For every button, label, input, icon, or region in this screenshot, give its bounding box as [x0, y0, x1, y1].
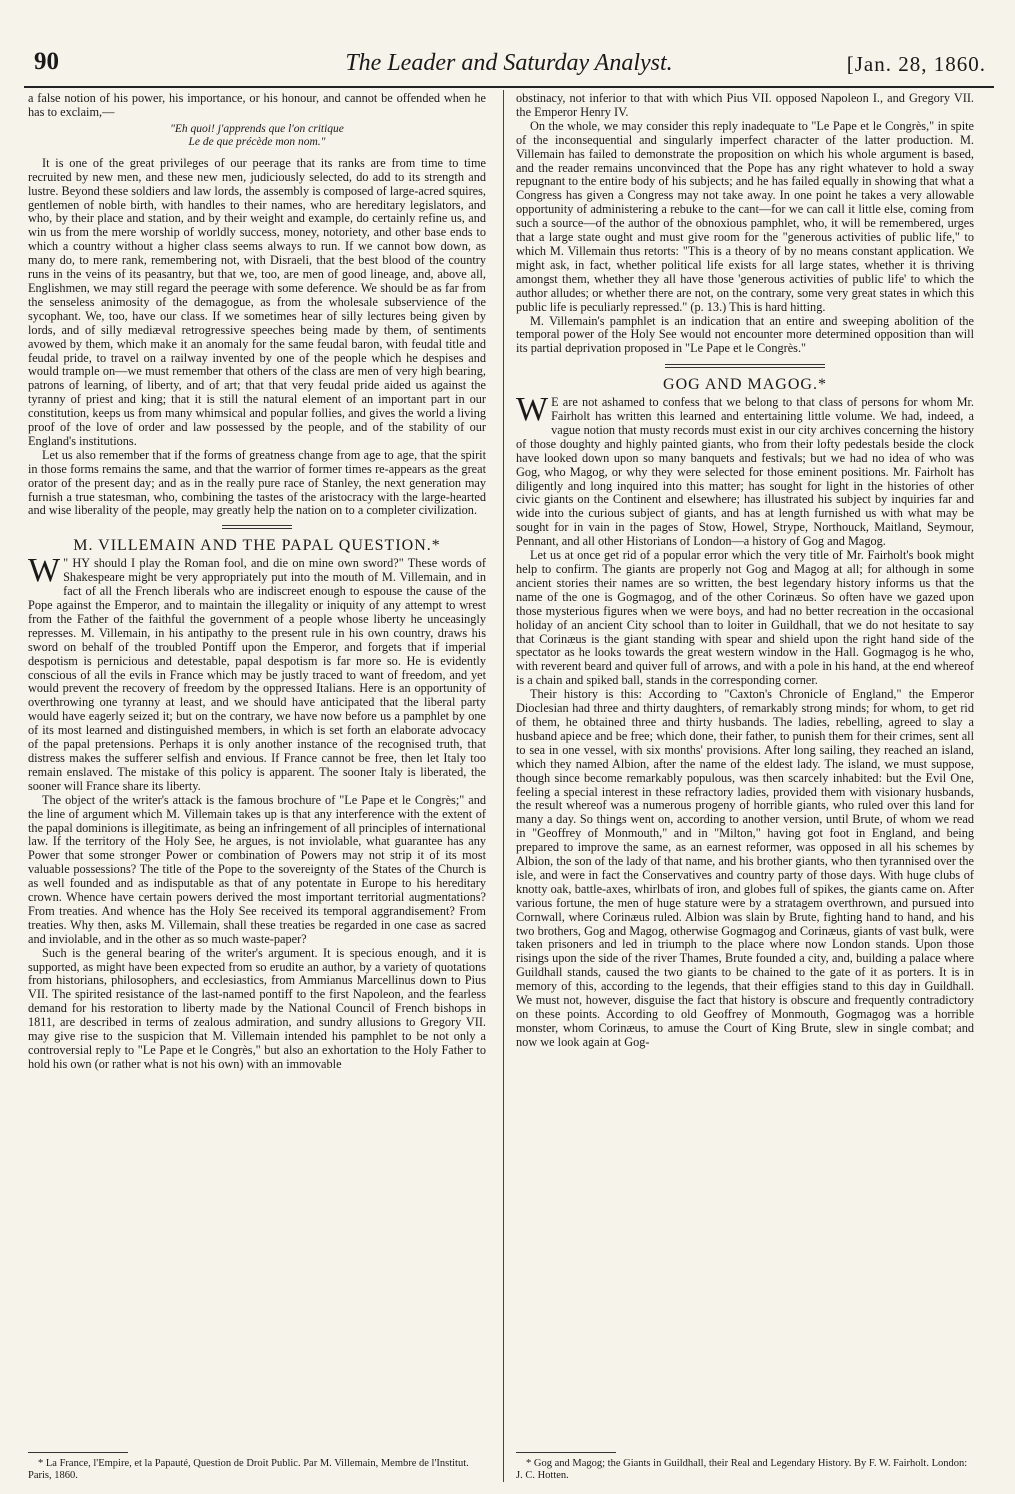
paragraph: a false notion of his power, his importance, or his honour, and cannot be offended when he has to exclaim,— [28, 92, 486, 119]
header-rule [24, 86, 994, 88]
issue-date: [Jan. 28, 1860. [846, 52, 986, 76]
footnote: * Gog and Magog; the Giants in Guildhall, their Real and Legendary History. By F. W. Fairholt. London: J. C. Hotten. [516, 1458, 968, 1481]
paragraph: M. Villemain's pamphlet is an indication that an entire and sweeping abolition of the temporal power of the Holy See would not encounter more determined opposition than will its partial deprivation proposed in "Le Pape et le Congrès." [516, 313, 974, 356]
paragraph: obstinacy, not inferior to that with which Pius VII. opposed Napoleon I., and Gregory VII. the Emperor Henry IV. [516, 92, 974, 119]
paragraph: Their history is this: According to "Caxton's Chronicle of England," the Emperor Dioclesian had three and thirty daughters, of remarkably strong minds; for whom, to get rid of them, he obtained three and thirty husbands. The ladies, rebelling, agreed to slay a husband apiece and be free; which done, their father, to punish them for their crimes, sent all to sea in one vessel, with six months' provisions. After long sailing, they reached an island, which they named Albion, after the name of the eldest lady. The island, we must suppose, though since become remarkably populous, was then scarcely inhabited: but the Evil One, feeling a special interest in these refractory ladies, provided them with visionary husbands, the result whereof was a numerous progeny of horrible giants, who ruled over this land for many a day. So things went on, according to another version, until Brute, of whom we read in "Geoffrey of Monmouth," and in "Milton," having got foot in England, and being prepared to improve the same, as an earnest reformer, was opposed in all his schemes by Albion, the son of the lady of that name, and his brother giants, who then tyrannised over the isle, and were in fact the Conservatives and country party of those days. With huge clubs of knotty oak, battle-axes, whirlbats of iron, and globes full of spikes, the giants came on. After various fortune, the men of huge stature were by a stratagem overthrown, and pursued into Cornwall, where Corinæus ruled. Albion was slain by Brute, fighting hand to hand, and his two brothers, Gog and Magog, otherwise Gogmagog and Corinæus, giants of vast bulk, were taken prisoners and led in triumph to the place where now London stands. Upon those risings upon the side of the river Thames, Brute founded a city, and, building a palace where Guildhall stands, caused the two giants to be chained to the gate of it as porters. It is in memory of this, according to the legends, that their effigies stand to this day in Guildhall. We must not, however, disguise the fact that history is obscure and frequently contradictory on these points. According to old Geoffrey of Monmouth, Gogmagog was a horrible monster, whom Corinæus, to amuse the Court of King Brute, slew in single combat; and now we look again at Gog- [516, 687, 974, 1049]
footnote: * La France, l'Empire, et la Papauté, Question de Droit Public. Par M. Villemain, Membre de l'Institut. Paris, 1860. [28, 1458, 469, 1481]
drop-cap: W [516, 391, 549, 429]
quote-line: "Eh quoi! j'apprends que l'on critique [170, 122, 344, 135]
drop-cap: W [28, 552, 61, 590]
page-header [24, 46, 994, 86]
left-column [28, 92, 486, 1450]
right-column [516, 92, 974, 1450]
article-heading: GOG AND MAGOG.* [663, 376, 827, 394]
paragraph: On the whole, we may consider this reply inadequate to "Le Pape et le Congrès," in spite of the inconsequential and singularly imperfect character of the latter production. M. Villemain has failed to demonstrate the proposition on which his whole argument is based, and the reader remains unconvinced that the Pope has any right whatever to hold a sway repugnant to the entire body of his subjects; and he has failed equally in showing that what a Congress has given a Congress may not take away. In one point he takes a very allowable opportunity of administering a rebuke to the cant—for we can call it little else, coming from such a source—of the author of the obnoxious pamphlet, who, it will be remembered, urges that a large state ought and must give room for the "generous activities of public life," to which M. Villemain thus retorts: "This is a theory of by no means constant application. We might ask, in fact, whether political life exists for all large states, whether it is thriving amongst them, whether they all have those 'generous activities of public life' to which the author alludes; or whether there are not, on the contrary, some very great states in which this public life is peculiarly repressed." (p. 13.) This is hard hitting. [516, 118, 974, 314]
paragraph-text: HY should I play the Roman fool, and die on mine own sword?" These words of Shakespeare might be very appropriately put into the mouth of M. Villemain, and in fact of all the French liberals who are indiscreet enough to espouse the cause of the Pope against the Emperor, and to maintain the illegality or iniquity of any attempt to wrest from the Father of the faithful the government of a people whose liberty he unceasingly represses. M. Villemain, in his antipathy to the present rule in his own country, draws his sword on behalf of the troubled Pontiff upon the Emperor, and forgets that if imperial despotism is pernicious and detestable, papal despotism is far more so. He is evidently conscious of all the evils in France which may be justly traced to want of freedom, and yet would prevent the recovery of freedom by the oppressed Italians. Here is an opportunity of overthrowing one tyranny at least, and we should have anticipated that the liberal party would have eagerly seized it; but on the contrary, we have now before us a pamphlet by one of its most learned and distinguished members, in which is set forth an elaborate advocacy of the papal pretensions. Perhaps it is only another instance of the recognised truth, that distress makes the sufferer selfish and envious. If France cannot be free, then let Italy too remain enslaved. The mistake of this policy is apparent. The sooner Italy is liberated, the sooner will France share its liberty. [28, 556, 486, 793]
paragraph: The object of the writer's attack is the famous brochure of "Le Pape et le Congrès;" and the line of argument which M. Villemain takes up is that any interference with the extent of the papal dominions is illegitimate, as being an infringement of all principles of international law. If the territory of the Holy See, he argues, is not inviolable, what guarantee has any Power that some stronger Power or combination of Powers may not strip it of its most valuable possessions? The title of the Pope to the sovereignty of the States of the Church is as well founded and as indisputable as that of any potentate in Europe to his hereditary crown. Whence have certain powers derived the most important territorial augmentations? From treaties. And whence has the Holy See received its temporal aggrandisement? From treaties. Why then, asks M. Villemain, shall these treaties be regarded in one case as sacred and inviolable, and in the other as so much waste-paper? [28, 792, 486, 946]
opening-quote-mark: " [63, 556, 69, 571]
paragraph: It is one of the great privileges of our peerage that its ranks are from time to time recruited by new men, and these new men, judiciously selected, do add to its strength and lustre. Beyond these soldiers and law lords, the assembly is composed of large-acred squires, gentlemen of noble birth, with handles to their names, who are hereditary legislators, and who, by their place and station, and by their weight and example, do certainly refine us, and win us from the mere worship of worldly success, money, notoriety, and other base ends to which a country without a higher class seems always to run. If we cannot bow down, as many do, to mere rank, remembering not, with Disraeli, that the best blood of the country runs in the veins of its peasantry, but that we, too, are men of good lineage, and, above all, Englishmen, we may still regard the peerage with some deference. We should be as far from the senseless animosity of the demagogue, as from the wholesale subservience of the sycophant. We, too, have our class. If we sometimes hear of silly lectures being given by lords, and of silly mediæval retrogressive speeches being made by them, of sentiments avowed by them, which make it an anomaly for the same feudal baron, with feudal title and feudal pride, to travel on a railway invented by one of the people which he despises and would trample on—we must remember that others of the class are men of very high bearing, patrons of learning, of liberty, and of art; that that very feudal pride aided us against the tyranny of priest and king; that it is still the natural element of an important part in our constitution, keeps us from many whimsical and popular follies, and gives the world a living proof of the love of order and law possessed by the people, and of the stability of our England's institutions. [28, 155, 486, 448]
paragraph: Let us at once get rid of a popular error which the very title of Mr. Fairholt's book might help to confirm. The giants are properly not Gog and Magog at all; for although in some ancient stories their names are so written, the best legendary history informs us that the name of the one is Gogmagog, and of the other Corinæus. So often have we gazed upon those mysterious figures when we were boys, and had no better recreation in the occasional holiday of an ancient City school than to loiter in Guildhall, that we do not hesitate to say that Corinæus is the giant standing with spear and shield upon the right hand side of the spectator as he looks towards the great western window in the Hall. Gogmagog is he who, with reverent beard and quiver full of arrows, and with a pole in his hand, at the end whereof is a chain and spiked ball, stands in the corresponding corner. [516, 548, 974, 688]
paragraph: Such is the general bearing of the writer's argument. It is specious enough, and it is supported, as might have been expected from so erudite an author, by a variety of quotations from historians, philosophers, and ecclesiastics, from Ammianus Marcellinus down to Pius VII. The spirited resistance of the last-named pontiff to the first Napoleon, and the fearless demand for his restoration to liberty made by the National Council of French bishops in 1811, are described in terms of zealous admiration, and sundry allusions to Gregory VII. may give rise to the suspicion that M. Villemain intended his pamphlet to be not only a controversial reply to "Le Pape et le Congrès," but also an exhortation to the Holy Father to hold his own (or rather what is not his own) with an immovable [28, 945, 486, 1071]
article-opening [28, 552, 486, 793]
footnote-rule [28, 1452, 128, 1453]
section-separator [665, 364, 825, 368]
section-separator [222, 525, 292, 529]
paragraph-text: E are not ashamed to confess that we belong to that class of persons for whom Mr. Fairholt has written this learned and entertaining little volume. We had, indeed, a vague notion that musty records must exist in our city archives concerning the history of those doughty and highly painted giants, who from their lofty pedestals beside the clock have looked down upon so many banquets and festivals; but we had no idea of who was Gog, who Magog, or why they were selected for those eminent positions. Mr. Fairholt has diligently and long inquired into this matter; has sought for light in the histories of other civic giants on the Continent and elsewhere; has illustrated his subject by inquiries far and wide into the curious subject of giants, and has at length furnished us with what may be sought for in vain in the pages of Stow, Howel, Strype, Northouck, Maitland, Seymour, Pennant, and all other Historians of London—a history of Gog and Magog. [516, 395, 974, 549]
column-divider [503, 90, 504, 1482]
quote-line: Le de que précède mon nom." [188, 135, 326, 148]
page-number: 90 [34, 48, 59, 75]
publication-title: The Leader and Saturday Analyst. [345, 50, 673, 76]
article-opening [516, 391, 974, 549]
paragraph: Let us also remember that if the forms of greatness change from age to age, that the spirit in those forms remains the same, and that the warrior of former times re-appears as the great orator of the present day; and as in the really pure race of Stanley, the next generation may furnish a true statesman, who, combining the tastes of the aristocracy with the large-hearted and wise liberality of the people, may greatly help the nation on to a completer civilization. [28, 447, 486, 518]
french-quote [28, 123, 486, 149]
footnote-rule [516, 1452, 616, 1453]
article-heading: M. VILLEMAIN AND THE PAPAL QUESTION.* [73, 537, 441, 555]
